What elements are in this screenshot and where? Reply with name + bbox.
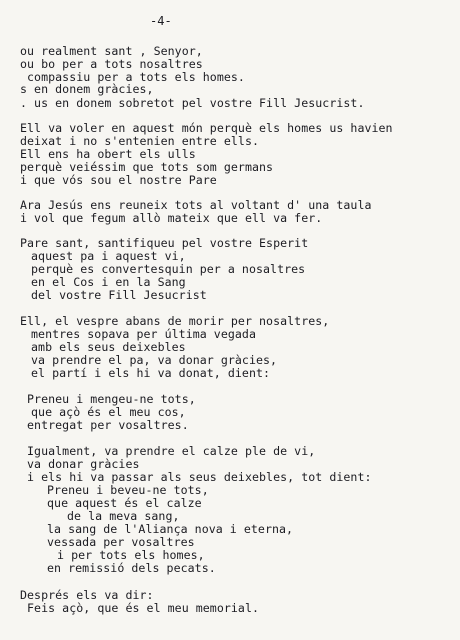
text-line: Ell, el vespre abans de morir per nosaltres, — [20, 314, 330, 328]
text-line: en remissió dels pecats. — [40, 561, 216, 575]
text-line: Preneu i beveu-ne tots, — [40, 483, 209, 497]
text-line: vessada per vosaltres — [40, 535, 195, 549]
text-line: Pare sant, santifiqueu pel vostre Esperit — [20, 236, 309, 250]
text-line: Després els va dir: — [20, 588, 154, 602]
text-line: Igualment, va prendre el calze ple de vi, — [20, 444, 316, 458]
text-line: deixat i no s'entenien entre ells. — [20, 134, 260, 148]
text-line: Feis açò, que és el meu memorial. — [20, 601, 260, 615]
text-line: ou realment sant , Senyor, — [20, 44, 203, 58]
text-line: entregat per vosaltres. — [20, 418, 189, 432]
text-line: va donar gràcies — [20, 457, 140, 471]
text-line: Ara Jesús ens reuneix tots al voltant d' una taula — [20, 198, 372, 212]
text-line: que açò és el meu cos, — [24, 405, 186, 419]
text-line: Ell ens ha obert els ulls — [20, 147, 196, 161]
text-line: i que vós sou el nostre Pare — [20, 173, 217, 187]
text-line: aquest pa i aquest vi, — [24, 249, 186, 263]
page-number: -4- — [150, 14, 172, 28]
text-line: el partí i els hi va donat, dient: — [24, 366, 271, 380]
text-line: Ell va voler en aquest món perquè els homes us havien — [20, 121, 393, 135]
text-line: que aquest és el calze — [40, 496, 202, 510]
text-line: del vostre Fill Jesucrist — [24, 288, 207, 302]
text-line: i vol que fegum allò mateix que ell va fer. — [20, 211, 323, 225]
text-line: s en donem gràcies, — [20, 82, 154, 96]
text-line: i per tots els homes, — [50, 548, 205, 562]
text-line: mentres sopava per última vegada — [24, 327, 256, 341]
text-line: perquè es convertesquin per a nosaltres — [24, 262, 306, 276]
text-line: compassiu per a tots els homes. — [20, 70, 245, 84]
text-line: ou bo per a tots nosaltres — [20, 57, 203, 71]
text-line: la sang de l'Aliança nova i eterna, — [40, 522, 294, 536]
text-line: perquè veiéssim que tots som germans — [20, 160, 274, 174]
text-line: va prendre el pa, va donar gràcies, — [24, 353, 278, 367]
text-line: i els hi va passar als seus deixebles, tot dient: — [20, 470, 372, 484]
text-line: en el Cos i en la Sang — [24, 275, 186, 289]
text-line: . us en donem sobretot pel vostre Fill Jesucrist. — [20, 96, 365, 110]
text-line: de la meva sang, — [60, 509, 180, 523]
text-line: amb els seus deixebles — [24, 340, 186, 354]
text-line: Preneu i mengeu-ne tots, — [20, 392, 196, 406]
